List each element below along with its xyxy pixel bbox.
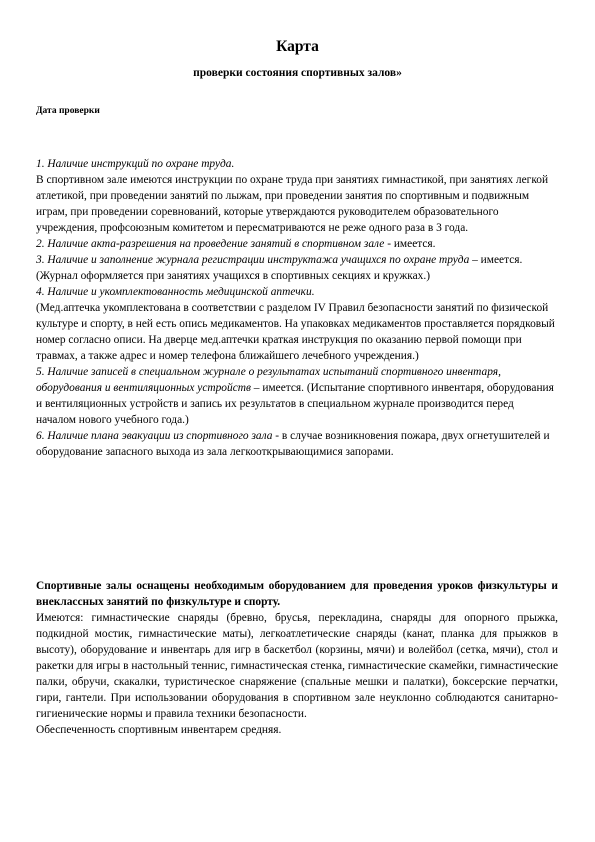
item-1-text: В спортивном зале имеются инструкции по охране труда при занятиях гимнастикой, при занятиях легкой атлетикой, при проведении занятий по лыжам, при проведении занятия по спортивным и подвижным играм, при проведении соревнований, которые утверждаются руководителем образовательного учреждения, профсоюзным комитетом и пересматриваются не реже одного раза в 3 года. [36, 174, 549, 234]
equipment-supply: Обеспеченность спортивным инвентарем средняя. [36, 724, 282, 736]
item-6-text: - в случае возникновения пожара, двух огнетушителей и оборудование запасного выхода из зала легкооткрывающимися запорами. [36, 430, 550, 458]
checklist-item-1 [36, 156, 556, 236]
item-2-text: - имеется. [384, 238, 436, 250]
checklist-section [36, 156, 556, 460]
equipment-summary: Спортивные залы оснащены необходимым оборудованием для проведения уроков физкультуры и внеклассных занятий по физкультуре и спорту. [36, 580, 558, 608]
checklist-item-2 [36, 236, 556, 252]
item-4-text: (Мед.аптечка укомплектована в соответствии с разделом IV Правил безопасности занятий по физической культуре и спорту, в ней есть опись медикаментов. На упаковках медикаментов проставляется порядковый номер согласно описи. На дверце мед.аптечки краткая инструкция по оказанию первой помощи при травмах, а также адрес и номер телефона ближайшего лечебного учреждения.) [36, 302, 555, 362]
equipment-list: Имеются: гимнастические снаряды (бревно, брусья, перекладина, снаряды для опорного прыжка, подкидной мостик, гимнастические маты), легкоатлетические снаряды (канат, планка для прыжков в высоту), оборудование и инвентарь для игр в баскетбол (корзины, мячи) и волейбол (сетка, мячи), стол и ракетки для игры в настольный теннис, гимнастическая стенка, гимнастические скамейки, гимнастические палки, обручи, скакалки, туристическое снаряжение (спальные мешки и палатки), боксерские перчатки, гири, гантели. При использовании оборудования в спортивном зале неуклонно соблюдаются санитарно- гигиенические нормы и правила техники безопасности. [36, 612, 558, 720]
item-6-heading: 6. Наличие плана эвакуации из спортивного зала [36, 430, 273, 442]
document-title: Карта [276, 38, 319, 55]
item-1-heading: 1. Наличие инструкций по охране труда. [36, 158, 235, 170]
document-subtitle: проверки состояния спортивных залов» [193, 67, 402, 79]
checklist-item-4 [36, 284, 556, 364]
item-3-heading: 3. Наличие и заполнение журнала регистрации инструктажа учащихся по охране труда [36, 254, 470, 266]
item-3-text: – имеется. (Журнал оформляется при занятиях учащихся в спортивных секциях и кружках.) [36, 254, 523, 282]
item-5-heading: 5. Наличие записей в специальном журнале о результатах испытаний спортивного инвентаря, оборудования и вентиляционных устройств [36, 366, 501, 394]
item-2-heading: 2. Наличие акта-разрешения на проведение занятий в спортивном зале [36, 238, 385, 250]
equipment-section [36, 578, 558, 738]
item-5-text: – имеется. (Испытание спортивного инвентаря, оборудования и вентиляционных устройств и запись их результатов в специальном журнале производится перед началом нового учебного года.) [36, 382, 554, 426]
checklist-item-3 [36, 252, 556, 284]
checklist-item-6 [36, 428, 556, 460]
item-4-heading: 4. Наличие и укомплектованность медицинской аптечки. [36, 286, 315, 298]
checklist-item-5 [36, 364, 556, 428]
inspection-date-label: Дата проверки [36, 106, 100, 116]
